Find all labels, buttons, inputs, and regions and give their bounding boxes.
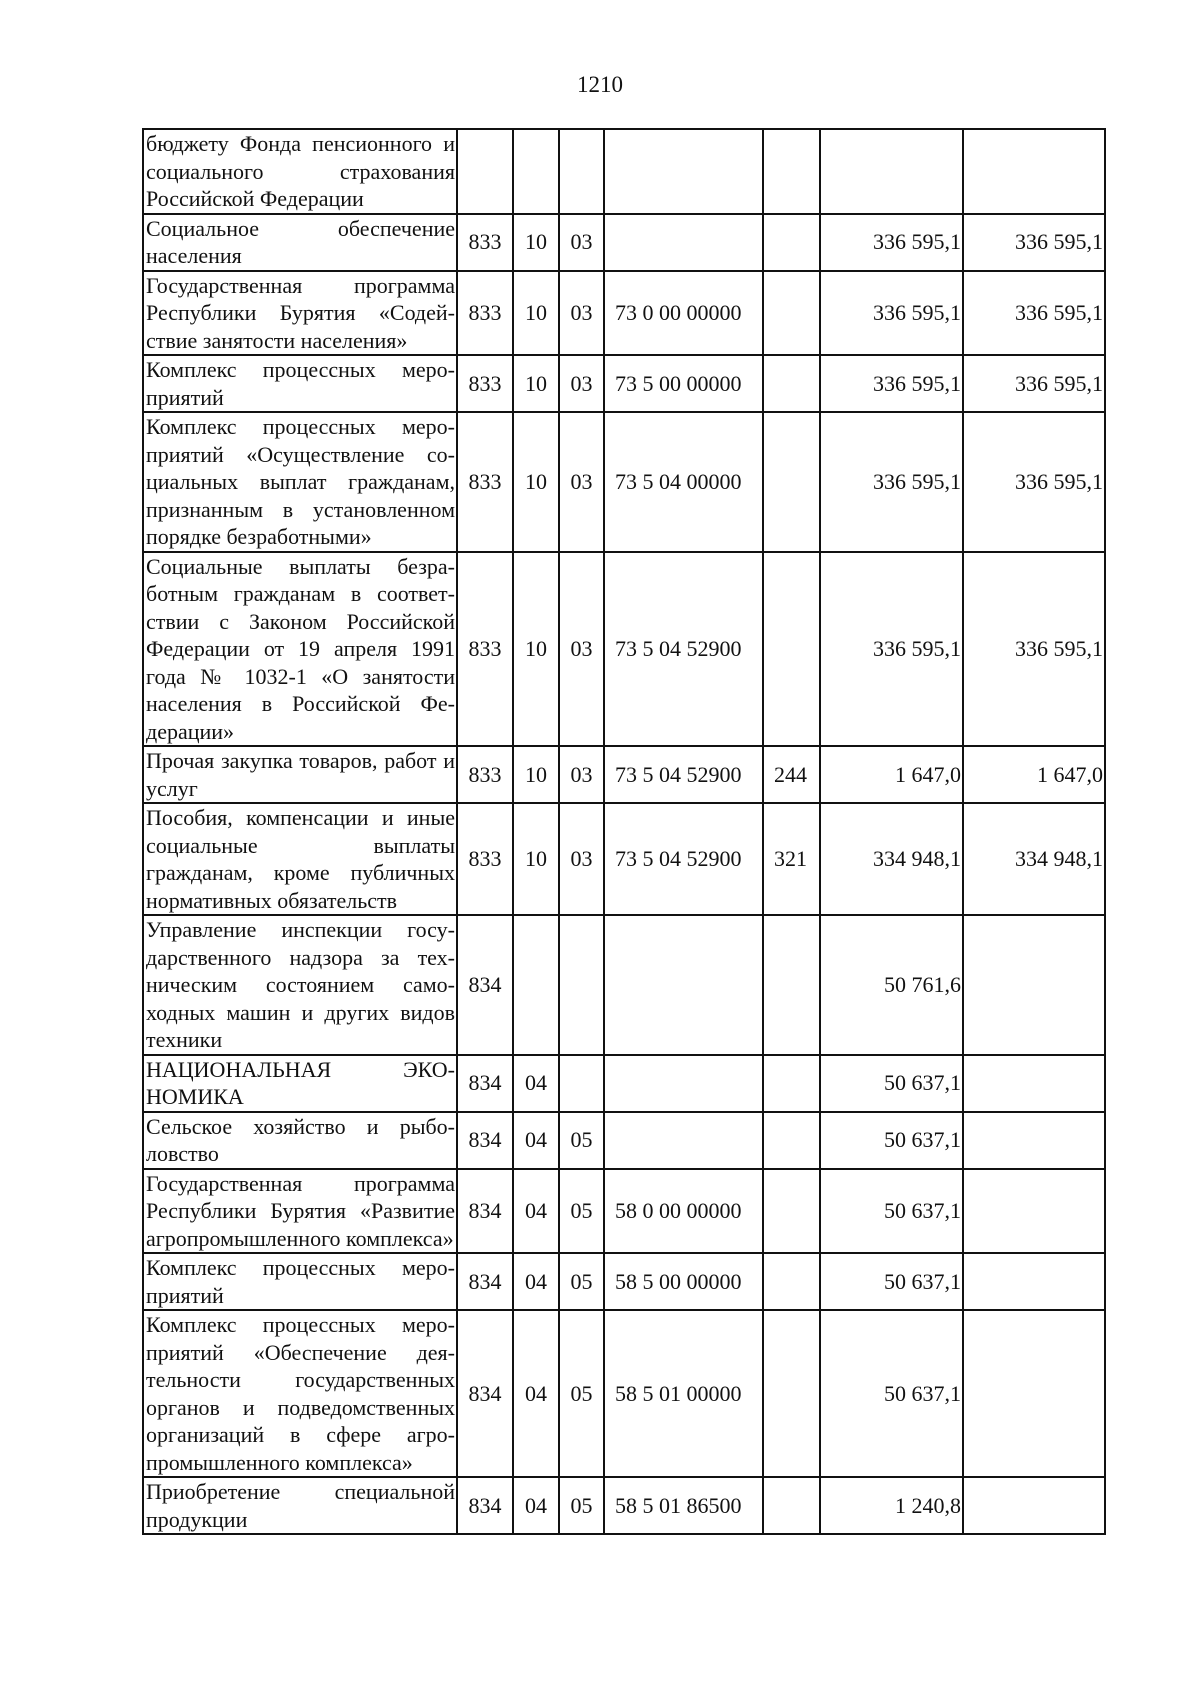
- amount-year1-cell: 336 595,1: [820, 214, 963, 271]
- expense-type-cell: 321: [763, 803, 820, 915]
- expense-type-cell: [763, 129, 820, 214]
- expense-name-cell: Управление инспекции государственного надзора за техническим состоянием самоходных машин и других видов техники: [143, 915, 457, 1055]
- subsection-code-cell: 03: [559, 803, 604, 915]
- amount-year1-cell: 334 948,1: [820, 803, 963, 915]
- expense-type-cell: [763, 1055, 820, 1112]
- amount-year1-cell: 50 637,1: [820, 1055, 963, 1112]
- expense-name-cell: бюджету Фонда пенсионного и социального страхования Российской Федерации: [143, 129, 457, 214]
- table-row: [143, 915, 1105, 1055]
- subsection-code-cell: 03: [559, 746, 604, 803]
- section-code-cell: 04: [513, 1055, 559, 1112]
- expense-name-cell: Социальное обеспечение населения: [143, 214, 457, 271]
- amount-year2-cell: [963, 1112, 1105, 1169]
- subsection-code-cell: 05: [559, 1112, 604, 1169]
- target-article-cell: [604, 214, 763, 271]
- expense-type-cell: [763, 915, 820, 1055]
- section-code-cell: 10: [513, 412, 559, 552]
- amount-year1-cell: 336 595,1: [820, 355, 963, 412]
- department-code-cell: 833: [457, 412, 513, 552]
- expense-name-cell: Государственная программа Республики Бурятия «Содействие занятости населения»: [143, 271, 457, 356]
- amount-year1-cell: 50 761,6: [820, 915, 963, 1055]
- expense-name-cell: Прочая закупка товаров, работ и услуг: [143, 746, 457, 803]
- table-row: [143, 746, 1105, 803]
- amount-year2-cell: 336 595,1: [963, 214, 1105, 271]
- expense-name-cell: Комплекс процессных мероприятий «Осуществление социальных выплат гражданам, признанным в установленном порядке безработными»: [143, 412, 457, 552]
- section-code-cell: [513, 129, 559, 214]
- table-row: [143, 1310, 1105, 1477]
- expense-name-cell: Комплекс процессных мероприятий «Обеспечение деятельности государственных органов и подведомственных организаций в сфере агропромышленного комплекса»: [143, 1310, 457, 1477]
- amount-year2-cell: 336 595,1: [963, 271, 1105, 356]
- subsection-code-cell: [559, 1055, 604, 1112]
- expense-type-cell: [763, 1310, 820, 1477]
- subsection-code-cell: [559, 129, 604, 214]
- subsection-code-cell: [559, 915, 604, 1055]
- expense-name-cell: Комплекс процессных мероприятий: [143, 355, 457, 412]
- amount-year2-cell: [963, 1253, 1105, 1310]
- amount-year2-cell: 336 595,1: [963, 552, 1105, 747]
- target-article-cell: 73 5 00 00000: [604, 355, 763, 412]
- expense-type-cell: 244: [763, 746, 820, 803]
- table-row: [143, 1169, 1105, 1254]
- table-row: [143, 552, 1105, 747]
- expense-name-cell: Социальные выплаты безработным гражданам в соответствии с Законом Российской Федерации от 19 апреля 1991 года № 1032-1 «О занятости населения в Российской Федерации»: [143, 552, 457, 747]
- subsection-code-cell: 03: [559, 552, 604, 747]
- amount-year2-cell: [963, 915, 1105, 1055]
- section-code-cell: 04: [513, 1112, 559, 1169]
- amount-year1-cell: 336 595,1: [820, 412, 963, 552]
- department-code-cell: 834: [457, 1055, 513, 1112]
- department-code-cell: [457, 129, 513, 214]
- table-row: [143, 129, 1105, 214]
- target-article-cell: 73 0 00 00000: [604, 271, 763, 356]
- table-row: [143, 1477, 1105, 1534]
- expense-type-cell: [763, 412, 820, 552]
- target-article-cell: 58 5 01 86500: [604, 1477, 763, 1534]
- expense-type-cell: [763, 1477, 820, 1534]
- amount-year1-cell: [820, 129, 963, 214]
- subsection-code-cell: 05: [559, 1310, 604, 1477]
- expense-type-cell: [763, 1253, 820, 1310]
- amount-year1-cell: 1 240,8: [820, 1477, 963, 1534]
- expense-name-cell: Приобретение специальной продукции: [143, 1477, 457, 1534]
- amount-year2-cell: [963, 1310, 1105, 1477]
- target-article-cell: 58 5 01 00000: [604, 1310, 763, 1477]
- subsection-code-cell: 05: [559, 1253, 604, 1310]
- expense-type-cell: [763, 271, 820, 356]
- target-article-cell: 73 5 04 52900: [604, 746, 763, 803]
- section-code-cell: 10: [513, 803, 559, 915]
- subsection-code-cell: 03: [559, 214, 604, 271]
- expense-name-cell: Комплекс процессных мероприятий: [143, 1253, 457, 1310]
- amount-year2-cell: 336 595,1: [963, 412, 1105, 552]
- subsection-code-cell: 03: [559, 271, 604, 356]
- table-row: [143, 1055, 1105, 1112]
- target-article-cell: 73 5 04 00000: [604, 412, 763, 552]
- table-row: [143, 355, 1105, 412]
- target-article-cell: 58 5 00 00000: [604, 1253, 763, 1310]
- amount-year1-cell: 50 637,1: [820, 1310, 963, 1477]
- department-code-cell: 833: [457, 214, 513, 271]
- target-article-cell: [604, 1055, 763, 1112]
- page-number: 1210: [577, 72, 623, 97]
- section-code-cell: 04: [513, 1310, 559, 1477]
- target-article-cell: [604, 129, 763, 214]
- subsection-code-cell: 05: [559, 1169, 604, 1254]
- section-code-cell: 10: [513, 746, 559, 803]
- table-row: [143, 214, 1105, 271]
- amount-year1-cell: 50 637,1: [820, 1112, 963, 1169]
- department-code-cell: 834: [457, 1310, 513, 1477]
- amount-year1-cell: 50 637,1: [820, 1169, 963, 1254]
- expense-type-cell: [763, 552, 820, 747]
- expense-type-cell: [763, 1169, 820, 1254]
- section-code-cell: 04: [513, 1253, 559, 1310]
- section-code-cell: [513, 915, 559, 1055]
- expense-type-cell: [763, 355, 820, 412]
- amount-year1-cell: 50 637,1: [820, 1253, 963, 1310]
- amount-year2-cell: [963, 1477, 1105, 1534]
- section-code-cell: 04: [513, 1169, 559, 1254]
- department-code-cell: 833: [457, 355, 513, 412]
- budget-table: [142, 128, 1106, 1535]
- target-article-cell: 73 5 04 52900: [604, 552, 763, 747]
- amount-year2-cell: 334 948,1: [963, 803, 1105, 915]
- department-code-cell: 834: [457, 1169, 513, 1254]
- subsection-code-cell: 03: [559, 355, 604, 412]
- amount-year2-cell: [963, 129, 1105, 214]
- section-code-cell: 04: [513, 1477, 559, 1534]
- department-code-cell: 834: [457, 1112, 513, 1169]
- section-code-cell: 10: [513, 552, 559, 747]
- budget-table-body: [143, 129, 1105, 1534]
- table-row: [143, 1112, 1105, 1169]
- table-row: [143, 1253, 1105, 1310]
- department-code-cell: 834: [457, 1477, 513, 1534]
- subsection-code-cell: 03: [559, 412, 604, 552]
- table-row: [143, 412, 1105, 552]
- department-code-cell: 833: [457, 271, 513, 356]
- table-row: [143, 271, 1105, 356]
- expense-type-cell: [763, 214, 820, 271]
- department-code-cell: 834: [457, 1253, 513, 1310]
- amount-year2-cell: [963, 1055, 1105, 1112]
- table-row: [143, 803, 1105, 915]
- subsection-code-cell: 05: [559, 1477, 604, 1534]
- expense-name-cell: НАЦИОНАЛЬНАЯ ЭКОНОМИКА: [143, 1055, 457, 1112]
- target-article-cell: [604, 1112, 763, 1169]
- section-code-cell: 10: [513, 214, 559, 271]
- department-code-cell: 833: [457, 803, 513, 915]
- amount-year2-cell: [963, 1169, 1105, 1254]
- amount-year1-cell: 1 647,0: [820, 746, 963, 803]
- department-code-cell: 833: [457, 746, 513, 803]
- expense-name-cell: Государственная программа Республики Бурятия «Развитие агропромышленного комплекса»: [143, 1169, 457, 1254]
- amount-year2-cell: 1 647,0: [963, 746, 1105, 803]
- department-code-cell: 834: [457, 915, 513, 1055]
- expense-name-cell: Пособия, компенсации и иные социальные выплаты гражданам, кроме публичных нормативных обязательств: [143, 803, 457, 915]
- section-code-cell: 10: [513, 271, 559, 356]
- target-article-cell: [604, 915, 763, 1055]
- department-code-cell: 833: [457, 552, 513, 747]
- amount-year1-cell: 336 595,1: [820, 552, 963, 747]
- target-article-cell: 58 0 00 00000: [604, 1169, 763, 1254]
- section-code-cell: 10: [513, 355, 559, 412]
- expense-name-cell: Сельское хозяйство и рыболовство: [143, 1112, 457, 1169]
- expense-type-cell: [763, 1112, 820, 1169]
- target-article-cell: 73 5 04 52900: [604, 803, 763, 915]
- amount-year1-cell: 336 595,1: [820, 271, 963, 356]
- amount-year2-cell: 336 595,1: [963, 355, 1105, 412]
